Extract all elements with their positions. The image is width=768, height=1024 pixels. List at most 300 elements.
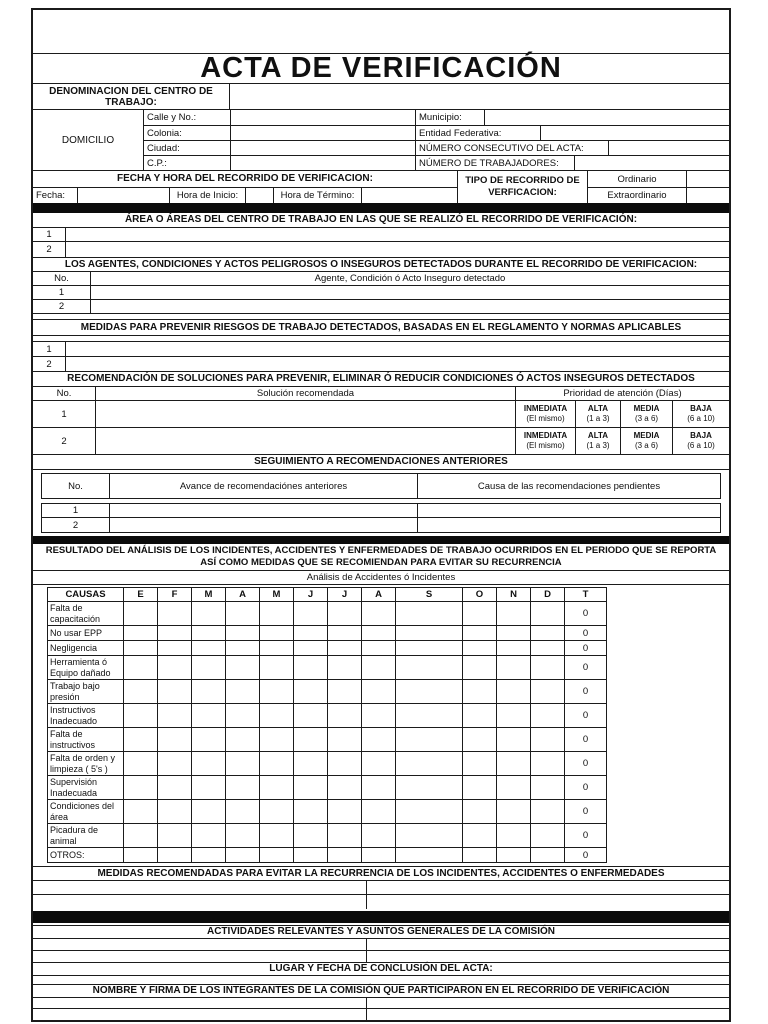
calle-input [230, 110, 415, 125]
firma-row [33, 998, 729, 1009]
month-label: D [531, 588, 565, 602]
fecha-hora-header: FECHA Y HORA DEL RECORRIDO DE VERIFICACION: [117, 173, 373, 185]
row-number: 2 [61, 435, 67, 447]
month-cell [158, 704, 192, 728]
recomendacion-section [33, 372, 729, 455]
area-row [33, 242, 729, 258]
month-cell [192, 848, 226, 863]
area-row [33, 228, 729, 242]
month-cell [396, 656, 463, 680]
month-cell [192, 602, 226, 626]
hora-termino-label: Hora de Término: [273, 188, 361, 203]
field-row [416, 140, 729, 155]
domicilio-right-fields [415, 110, 729, 170]
ordinario-label: Ordinario [617, 173, 657, 185]
month-cell [362, 680, 396, 704]
causa-label: Picadura de animal [48, 824, 124, 848]
month-cell [497, 848, 531, 863]
numero-trabajadores-input [574, 156, 729, 170]
month-cell [226, 626, 260, 641]
month-cell [531, 776, 565, 800]
prioridad-media-cell [620, 428, 672, 454]
seguimiento-table [33, 470, 729, 536]
total-value: 0 [565, 602, 607, 626]
agente-input [90, 286, 729, 299]
total-value: 0 [565, 680, 607, 704]
month-cell [531, 752, 565, 776]
month-cell [124, 602, 158, 626]
tipo-recorrido-options [587, 171, 729, 203]
month-cell [497, 800, 531, 824]
month-cell [158, 848, 192, 863]
prioridad-plazo: (El mismo) [526, 414, 565, 423]
fecha-hora-block [33, 171, 457, 203]
lugar-fecha-section [33, 963, 729, 985]
actividad-input [366, 951, 729, 962]
month-cell [158, 656, 192, 680]
month-cell [226, 680, 260, 704]
area-input [65, 242, 729, 257]
month-cell [192, 704, 226, 728]
month-cell [497, 602, 531, 626]
medidas-recomendadas-header: MEDIDAS RECOMENDADAS PARA EVITAR LA RECURRENCIA DE LOS INCIDENTES, ACCIDENTES O ENFERMEDADES [33, 866, 729, 881]
month-cell [328, 641, 362, 656]
month-cell [192, 626, 226, 641]
month-cell [192, 680, 226, 704]
month-cell [124, 776, 158, 800]
month-cell [226, 704, 260, 728]
month-cell [531, 641, 565, 656]
month-cell [497, 626, 531, 641]
row-number: 1 [46, 229, 52, 240]
month-cell [124, 752, 158, 776]
agentes-section [33, 258, 729, 314]
causa-label: Instructivos Inadecuado [48, 704, 124, 728]
solucion-column-label: Solución recomendada [95, 387, 515, 400]
firmas-section [33, 985, 729, 1020]
month-cell [396, 848, 463, 863]
total-value: 0 [565, 848, 607, 863]
resultado-header: RESULTADO DEL ANÁLISIS DE LOS INCIDENTES, ACCIDENTES Y ENFERMEDADES DE TRABAJO OCURRIDOS EN EL PERIODO QUE SE REPORTA ASÍ COMO MEDIDAS QUE SE RECOMIENDAN PARA EVITAR SU RECURRENCIA [33, 544, 729, 571]
entidad-label: Entidad Federativa: [419, 127, 502, 139]
prioridad-inmediata-cell [515, 428, 575, 454]
total-value: 0 [565, 656, 607, 680]
prioridad-column-label: Prioridad de atención (Días) [515, 387, 729, 400]
prioridad-baja-cell [672, 428, 729, 454]
analisis-row [48, 680, 607, 704]
hora-termino-input [361, 188, 457, 203]
prioridad-alta-cell [575, 401, 620, 427]
denominacion-label: DENOMINACION DEL CENTRO DE TRABAJO: [49, 85, 213, 108]
no-column-label: No. [54, 273, 69, 284]
causa-label: Trabajo bajo presión [48, 680, 124, 704]
medidas-recomendadas-row [33, 881, 729, 895]
field-row [144, 110, 415, 125]
month-cell [294, 824, 328, 848]
prioridad-nivel: ALTA [587, 404, 609, 413]
prioridad-plazo: (1 a 3) [586, 441, 610, 450]
causa-label: No usar EPP [48, 626, 124, 641]
seguimiento-row [42, 504, 720, 518]
agentes-column-header [33, 272, 729, 286]
page-title: ACTA DE VERIFICACIÓN [200, 52, 562, 84]
field-row [144, 140, 415, 155]
agentes-header: LOS AGENTES, CONDICIONES Y ACTOS PELIGROSOS O INSEGUROS DETECTADOS DURANTE EL RECORRIDO DE VERIFICACION: [33, 258, 729, 272]
prioridad-plazo: (6 a 10) [687, 414, 715, 423]
areas-header: ÁREA O ÁREAS DEL CENTRO DE TRABAJO EN LAS QUE SE REALIZÓ EL RECORRIDO DE VERIFICACIÓN: [33, 213, 729, 228]
avance-column-label: Avance de recomendaciónes anteriores [109, 474, 417, 498]
row-number: 1 [61, 408, 67, 420]
solucion-input [95, 428, 515, 454]
areas-section [33, 213, 729, 258]
month-cell [531, 680, 565, 704]
denominacion-row [33, 84, 729, 110]
recorrido-block [33, 171, 729, 203]
month-cell [294, 776, 328, 800]
prioridad-nivel: MEDIA [633, 404, 660, 413]
month-cell [192, 728, 226, 752]
actividades-row [33, 951, 729, 963]
month-cell [158, 680, 192, 704]
analisis-row [48, 824, 607, 848]
black-divider-bar [33, 536, 729, 544]
area-input [65, 228, 729, 241]
total-value: 0 [565, 626, 607, 641]
month-cell [158, 602, 192, 626]
firma-input [366, 1009, 729, 1020]
prioridad-inmediata-cell [515, 401, 575, 427]
month-cell [226, 728, 260, 752]
month-cell [260, 641, 294, 656]
medida-recomendada-input [366, 895, 729, 909]
prioridad-nivel: INMEDIATA [523, 431, 568, 440]
month-cell [362, 704, 396, 728]
total-value: 0 [565, 776, 607, 800]
month-cell [192, 752, 226, 776]
total-value: 0 [565, 728, 607, 752]
month-cell [260, 656, 294, 680]
month-label: A [226, 588, 260, 602]
month-cell [396, 602, 463, 626]
avance-input [109, 504, 417, 517]
month-cell [294, 641, 328, 656]
agente-row [33, 300, 729, 314]
month-cell [497, 656, 531, 680]
month-cell [328, 728, 362, 752]
month-label: S [396, 588, 463, 602]
field-row [144, 155, 415, 170]
medida-input [65, 342, 729, 356]
month-cell [362, 848, 396, 863]
month-cell [463, 752, 497, 776]
month-cell [463, 680, 497, 704]
month-cell [124, 641, 158, 656]
municipio-label: Municipio: [419, 112, 462, 123]
fecha-label: Fecha: [36, 190, 66, 201]
recomendacion-row [33, 428, 729, 455]
month-label: E [124, 588, 158, 602]
month-label: O [463, 588, 497, 602]
prioridad-alta-cell [575, 428, 620, 454]
domicilio-block [33, 110, 729, 171]
month-cell [124, 704, 158, 728]
field-row [416, 110, 729, 125]
month-cell [396, 641, 463, 656]
month-cell [294, 848, 328, 863]
month-cell [192, 656, 226, 680]
row-number: 2 [46, 244, 52, 255]
prioridad-plazo: (6 a 10) [687, 441, 715, 450]
month-cell [396, 728, 463, 752]
month-label: M [192, 588, 226, 602]
month-cell [328, 752, 362, 776]
month-label: J [328, 588, 362, 602]
month-cell [124, 656, 158, 680]
month-cell [463, 656, 497, 680]
month-cell [362, 602, 396, 626]
domicilio-label: DOMICILIO [61, 134, 115, 146]
prioridad-nivel: ALTA [587, 431, 609, 440]
month-cell [260, 776, 294, 800]
tipo-option-row [588, 187, 729, 203]
firmas-header: NOMBRE Y FIRMA DE LOS INTEGRANTES DE LA COMISIÓN QUE PARTICIPARON EN EL RECORRIDO DE VERIFICACIÓN [33, 985, 729, 998]
analisis-subheader: Análisis de Accidentes ó Incidentes [33, 571, 729, 585]
month-cell [497, 824, 531, 848]
row-number: 2 [46, 358, 52, 370]
month-cell [192, 776, 226, 800]
black-divider-bar [33, 911, 729, 923]
month-cell [497, 680, 531, 704]
seguimiento-column-header [41, 473, 721, 499]
month-label: F [158, 588, 192, 602]
month-cell [226, 656, 260, 680]
medida-row [33, 357, 729, 372]
month-cell [497, 728, 531, 752]
fecha-input [77, 188, 169, 203]
month-cell [396, 626, 463, 641]
month-cell [531, 602, 565, 626]
month-cell [124, 680, 158, 704]
month-cell [396, 704, 463, 728]
analisis-row [48, 800, 607, 824]
actividades-section [33, 925, 729, 963]
month-cell [158, 800, 192, 824]
prioridad-plazo: (3 a 6) [634, 441, 659, 450]
solucion-input [95, 401, 515, 427]
month-cell [362, 800, 396, 824]
agente-input [90, 300, 729, 313]
causa-label: OTROS: [48, 848, 124, 863]
seguimiento-section [33, 455, 729, 536]
cp-input [230, 156, 415, 170]
total-value: 0 [565, 824, 607, 848]
actividad-input [33, 951, 366, 962]
calle-label: Calle y No.: [147, 112, 197, 123]
analisis-table-wrapper [33, 585, 729, 866]
month-cell [226, 752, 260, 776]
month-cell [260, 680, 294, 704]
lugar-fecha-header: LUGAR Y FECHA DE CONCLUSIÓN DEL ACTA: [33, 963, 729, 976]
entidad-input [540, 126, 729, 140]
month-label: A [362, 588, 396, 602]
month-cell [124, 848, 158, 863]
total-value: 0 [565, 704, 607, 728]
numero-trabajadores-label: NÚMERO DE TRABAJADORES: [419, 157, 559, 169]
title-row [33, 54, 729, 84]
agente-column-label: Agente, Condición ó Acto Inseguro detectado [90, 272, 729, 285]
month-cell [124, 728, 158, 752]
month-cell [158, 626, 192, 641]
month-cell [158, 752, 192, 776]
ciudad-label: Ciudad: [147, 142, 180, 154]
no-column-label: No. [68, 480, 83, 492]
month-cell [226, 848, 260, 863]
cp-label: C.P.: [147, 157, 167, 169]
month-cell [260, 626, 294, 641]
month-cell [531, 656, 565, 680]
month-cell [531, 704, 565, 728]
month-cell [226, 800, 260, 824]
causa-label: Falta de orden y limpieza ( 5's ) [48, 752, 124, 776]
row-number: 1 [72, 505, 79, 516]
analisis-row [48, 752, 607, 776]
causa-label: Negligencia [48, 641, 124, 656]
seguimiento-row [42, 518, 720, 532]
total-value: 0 [565, 800, 607, 824]
causa-input [417, 518, 720, 532]
month-cell [328, 602, 362, 626]
month-cell [463, 728, 497, 752]
firma-input [33, 998, 366, 1008]
fecha-hora-row [33, 187, 457, 203]
medidas-recomendadas-row [33, 895, 729, 909]
municipio-input [484, 110, 729, 125]
month-cell [260, 728, 294, 752]
month-cell [531, 800, 565, 824]
month-label: N [497, 588, 531, 602]
month-cell [158, 776, 192, 800]
prioridad-baja-cell [672, 401, 729, 427]
no-column-label: No. [56, 388, 72, 399]
analisis-row [48, 848, 607, 863]
month-cell [226, 776, 260, 800]
month-label: J [294, 588, 328, 602]
recomendacion-header: RECOMENDACIÓN DE SOLUCIONES PARA PREVENIR, ELIMINAR Ó REDUCIR CONDICIONES Ó ACTOS INSEGUROS DETECTADOS [33, 372, 729, 387]
month-cell [294, 752, 328, 776]
month-cell [396, 824, 463, 848]
month-cell [362, 641, 396, 656]
month-cell [497, 752, 531, 776]
colonia-label: Colonia: [147, 127, 182, 139]
month-cell [328, 800, 362, 824]
analisis-row [48, 656, 607, 680]
month-cell [124, 824, 158, 848]
verification-act-form [31, 8, 731, 1022]
actividad-input [33, 939, 366, 950]
month-cell [328, 824, 362, 848]
causa-input [417, 504, 720, 517]
analisis-row [48, 704, 607, 728]
medidas-header: MEDIDAS PARA PREVENIR RIESGOS DE TRABAJO DETECTADOS, BASADAS EN EL REGLAMENTO Y NORMAS APLICABLES [33, 319, 729, 336]
analisis-row [48, 776, 607, 800]
month-cell [158, 641, 192, 656]
month-cell [158, 728, 192, 752]
row-number: 2 [58, 301, 65, 312]
prioridad-media-cell [620, 401, 672, 427]
month-cell [396, 776, 463, 800]
prioridad-plazo: (1 a 3) [586, 414, 610, 423]
month-cell [463, 602, 497, 626]
month-cell [328, 680, 362, 704]
month-cell [294, 728, 328, 752]
actividad-input [366, 939, 729, 950]
month-cell [396, 800, 463, 824]
month-cell [124, 626, 158, 641]
month-cell [260, 848, 294, 863]
month-cell [260, 704, 294, 728]
analisis-table [47, 587, 607, 863]
month-cell [362, 626, 396, 641]
month-cell [260, 800, 294, 824]
month-cell [463, 776, 497, 800]
month-cell [294, 800, 328, 824]
month-cell [294, 626, 328, 641]
month-cell [362, 656, 396, 680]
month-cell [362, 776, 396, 800]
seguimiento-rows [41, 503, 721, 533]
month-cell [192, 641, 226, 656]
month-cell [463, 800, 497, 824]
avance-input [109, 518, 417, 532]
month-cell [124, 800, 158, 824]
month-cell [260, 752, 294, 776]
month-cell [328, 704, 362, 728]
causa-label: Supervisión Inadecuada [48, 776, 124, 800]
ciudad-input [230, 141, 415, 155]
black-divider-bar [33, 203, 729, 213]
field-row [416, 125, 729, 140]
month-cell [260, 602, 294, 626]
ordinario-checkbox [686, 171, 729, 187]
month-cell [260, 824, 294, 848]
causa-label: Condiciones del área [48, 800, 124, 824]
month-cell [531, 626, 565, 641]
causa-label: Falta de capacitación [48, 602, 124, 626]
medidas-recomendadas-section [33, 866, 729, 909]
medida-recomendada-input [33, 895, 366, 909]
recomendacion-column-header [33, 387, 729, 401]
extraordinario-label: Extraordinario [607, 190, 667, 201]
prioridad-nivel: INMEDIATA [523, 404, 568, 413]
medidas-rows [33, 341, 729, 372]
month-cell [497, 704, 531, 728]
month-cell [362, 728, 396, 752]
month-cell [463, 626, 497, 641]
total-value: 0 [565, 752, 607, 776]
total-column-label: T [565, 588, 607, 602]
month-cell [396, 680, 463, 704]
recomendacion-row [33, 401, 729, 428]
prioridad-nivel: BAJA [690, 404, 712, 413]
field-row [416, 155, 729, 170]
month-cell [531, 728, 565, 752]
month-cell [158, 824, 192, 848]
medida-recomendada-input [366, 881, 729, 894]
month-cell [226, 602, 260, 626]
month-cell [328, 776, 362, 800]
month-cell [226, 824, 260, 848]
field-row [144, 125, 415, 140]
